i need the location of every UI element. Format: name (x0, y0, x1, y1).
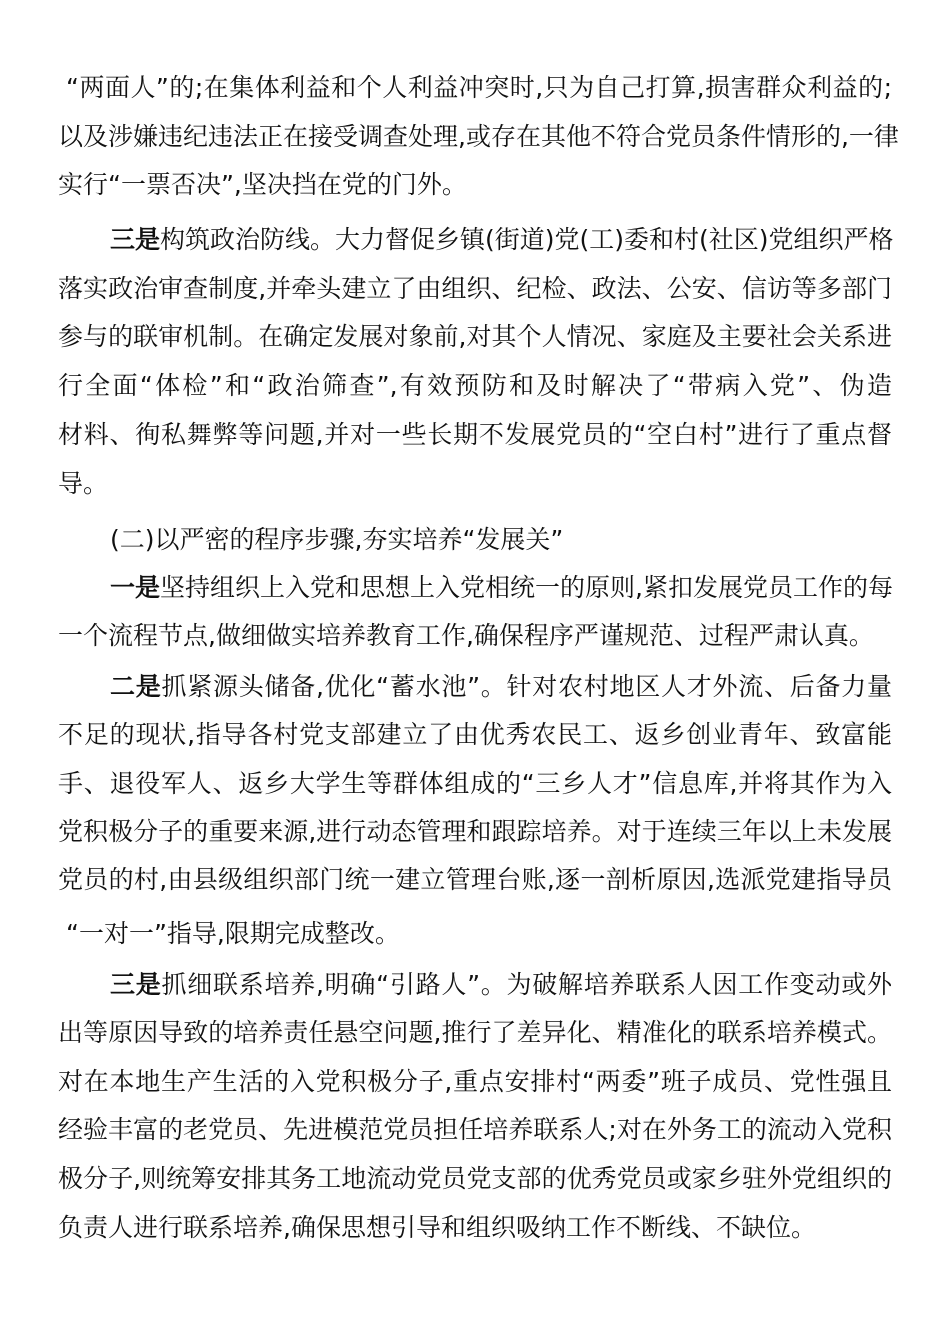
paragraph-lead-line (110, 965, 892, 1005)
text-line: 对在本地生产生活的入党积极分子,重点安排村“两委”班子成员、党性强且 (58, 1067, 892, 1096)
bold-lead: 三是 (110, 225, 161, 254)
text-line: 落实政治审查制度,并牵头建立了由组织、纪检、政法、公安、信访等多部门 (58, 274, 892, 303)
bold-lead: 一是 (110, 573, 161, 602)
text-line: 手、退役军人、返乡大学生等群体组成的“三乡人才”信息库,并将其作为入 (58, 769, 892, 798)
paragraph-lead-line (110, 568, 892, 608)
text-line: 以及涉嫌违纪违法正在接受调查处理,或存在其他不符合党员条件情形的,一律 (58, 122, 899, 151)
text-span: 抓紧源头储备,优化“蓄水池”。针对农村地区人才外流、后备力量 (161, 672, 892, 701)
text-span: 坚持组织上入党和思想上入党相统一的原则,紧扣发展党员工作的每 (160, 573, 893, 602)
text-line: 材料、徇私舞弊等问题,并对一些长期不发展党员的“空白村”进行了重点督 (58, 420, 892, 449)
text-line: 党员的村,由县级组织部门统一建立管理台账,逐一剖析原因,选派党建指导员 (58, 865, 892, 894)
text-line: 极分子,则统筹安排其务工地流动党员党支部的优秀党员或家乡驻外党组织的 (58, 1164, 892, 1193)
text-span: 构筑政治防线。大力督促乡镇(街道)党(工)委和村(社区)党组织严格 (160, 225, 894, 254)
text-line: 参与的联审机制。在确定发展对象前,对其个人情况、家庭及主要社会关系进 (58, 322, 892, 351)
paragraph-lead-line (110, 220, 892, 260)
text-line: 党积极分子的重要来源,进行动态管理和跟踪培养。对于连续三年以上未发展 (58, 817, 892, 846)
text-line: 出等原因导致的培养责任悬空问题,推行了差异化、精准化的联系培养模式。 (58, 1018, 892, 1047)
text-line: 不足的现状,指导各村党支部建立了由优秀农民工、返乡创业青年、致富能 (58, 720, 892, 749)
text-line: 行全面“体检”和“政治筛查”,有效预防和及时解决了“带病入党”、伪造 (58, 371, 892, 400)
section-heading: (二)以严密的程序步骤,夯实培养“发展关” (110, 525, 564, 554)
paragraph-lead-line (110, 667, 892, 707)
text-span: 抓细联系培养,明确“引路人”。为破解培养联系人因工作变动或外 (161, 970, 892, 999)
bold-lead: 二是 (110, 672, 162, 701)
text-line: 导。 (58, 469, 109, 498)
bold-lead: 三是 (110, 970, 162, 999)
text-line: “一对一”指导,限期完成整改。 (66, 919, 400, 948)
text-line: 经验丰富的老党员、先进模范党员担任培养联系人;对在外务工的流动入党积 (58, 1115, 892, 1144)
text-line: 负责人进行联系培养,确保思想引导和组织吸纳工作不断线、不缺位。 (58, 1213, 816, 1242)
text-line: “两面人”的;在集体利益和个人利益冲突时,只为自己打算,损害群众利益的; (66, 73, 892, 102)
text-line: 一个流程节点,做细做实培养教育工作,确保程序严谨规范、过程严肃认真。 (58, 621, 874, 650)
text-line: 实行“一票否决”,坚决挡在党的门外。 (58, 170, 467, 199)
